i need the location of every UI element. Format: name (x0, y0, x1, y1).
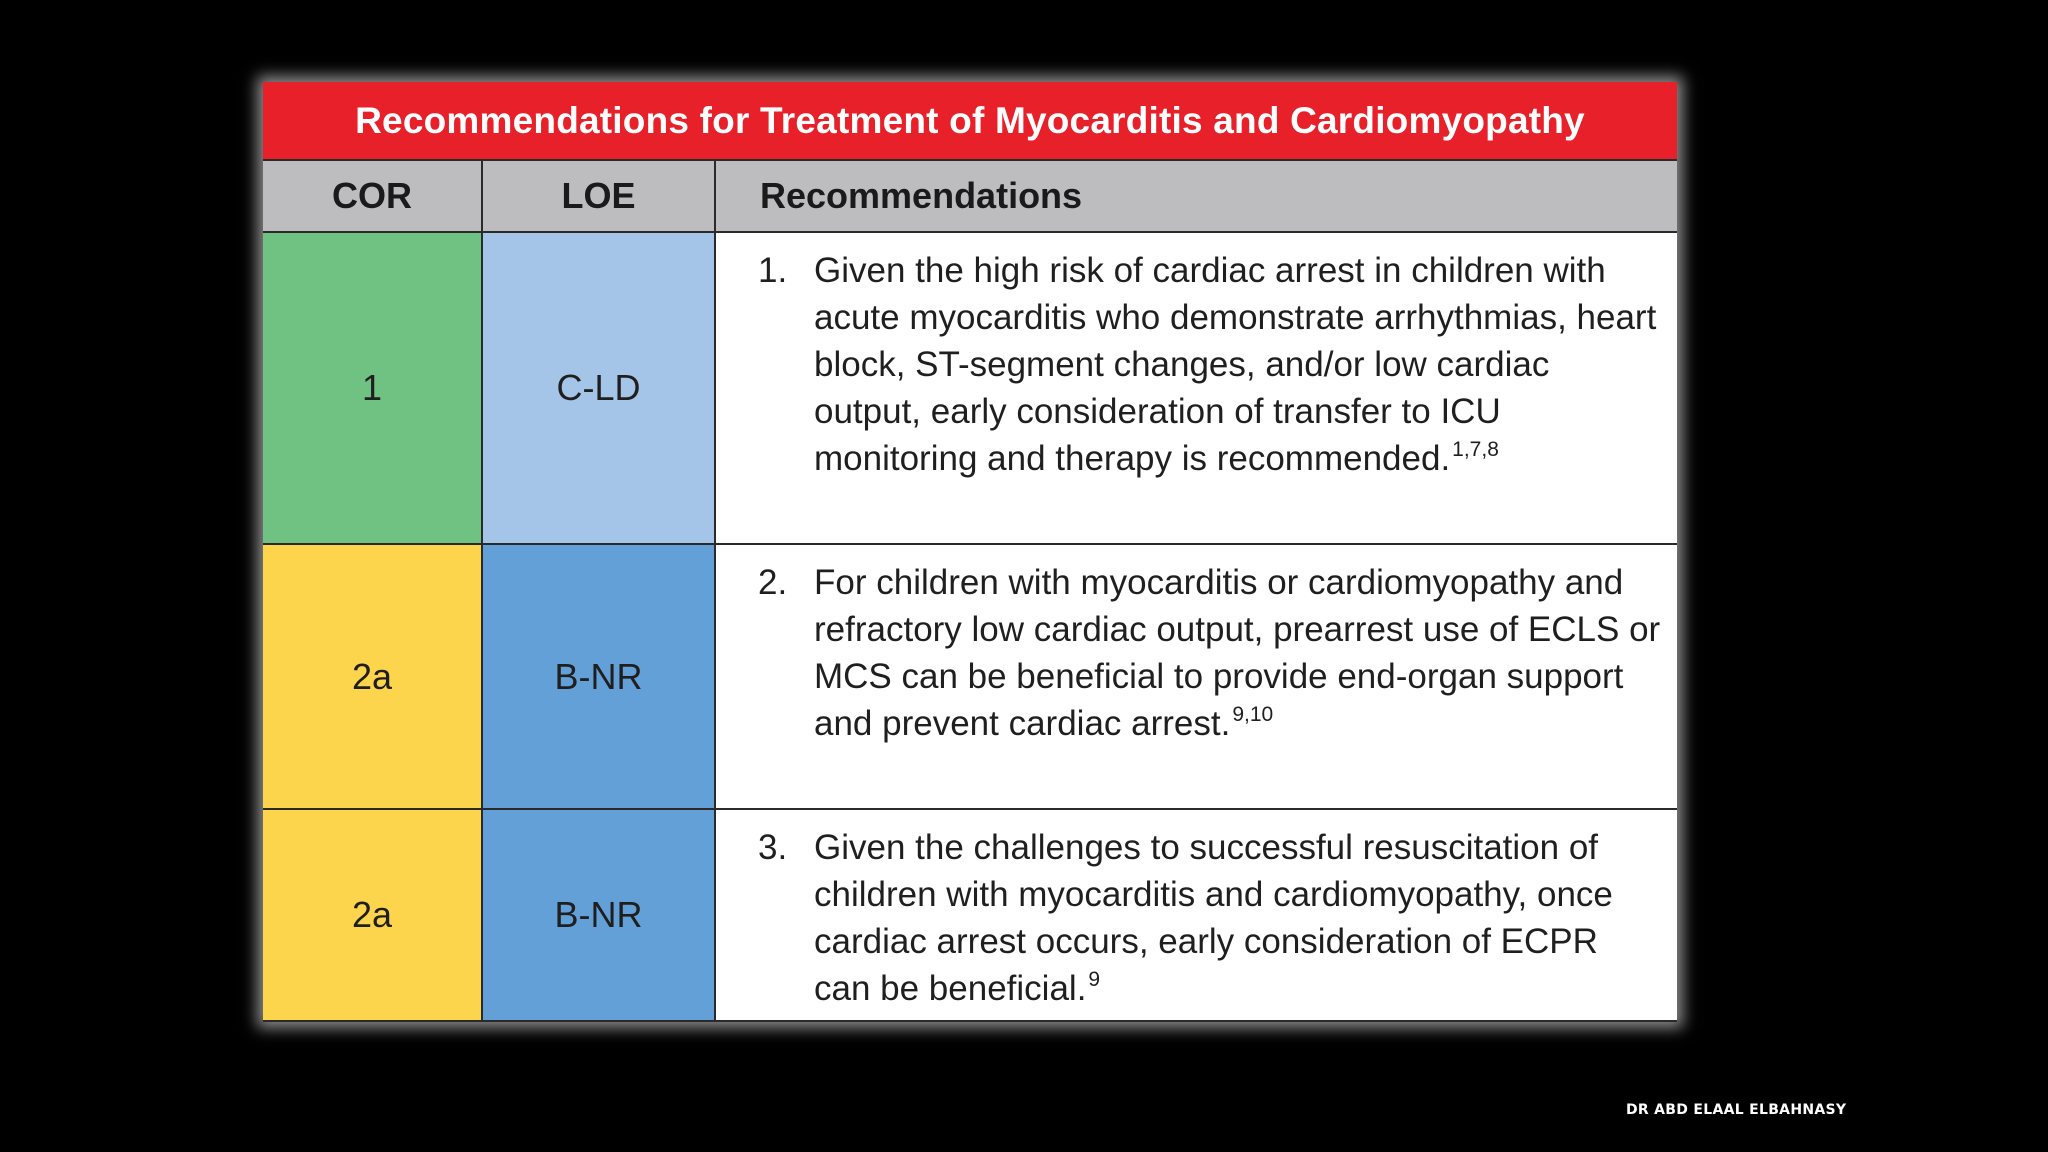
author-watermark: DR ABD ELAAL ELBAHNASY (1626, 1102, 1847, 1118)
recommendation-number: 1. (758, 251, 788, 290)
table-header-row (263, 159, 1677, 233)
cor-cell: 1 (263, 233, 483, 543)
loe-cell: B-NR (483, 545, 716, 808)
recommendation-cell (716, 233, 1677, 543)
recommendation-number: 3. (758, 828, 788, 867)
cor-cell: 2a (263, 810, 483, 1020)
header-loe: LOE (483, 161, 716, 231)
recommendation-number: 2. (758, 563, 788, 602)
recommendation-text (814, 559, 1664, 747)
reference-superscript: 9 (1088, 968, 1101, 991)
recommendation-text (814, 824, 1664, 1012)
recommendation-body: Given the high risk of cardiac arrest in children with acute myocarditis who demonstrate arrhythmias, heart block, ST-segment changes, and/or low cardiac output, early consideration of transfer to ICU monitoring and therapy is recommended. (814, 251, 1657, 478)
table-row (263, 545, 1677, 810)
recommendation-body: Given the challenges to successful resuscitation of children with myocarditis and cardiomyopathy, once cardiac arrest occurs, early consideration of ECPR can be beneficial. (814, 828, 1613, 1008)
loe-cell: C-LD (483, 233, 716, 543)
recommendation-cell (716, 810, 1677, 1020)
cor-cell: 2a (263, 545, 483, 808)
header-cor: COR (263, 161, 483, 231)
recommendation-cell (716, 545, 1677, 808)
header-recommendations: Recommendations (760, 175, 1083, 216)
reference-superscript: 9,10 (1232, 703, 1274, 726)
table-row (263, 810, 1677, 1022)
recommendation-body: For children with myocarditis or cardiomyopathy and refractory low cardiac output, prearrest use of ECLS or MCS can be beneficial to provide end-organ support and prevent cardiac arrest. (814, 563, 1661, 743)
table-title: Recommendations for Treatment of Myocarditis and Cardiomyopathy (263, 82, 1677, 159)
table-row (263, 233, 1677, 545)
recommendations-table (263, 82, 1677, 1022)
loe-cell: B-NR (483, 810, 716, 1020)
recommendation-text (814, 247, 1664, 482)
reference-superscript: 1,7,8 (1452, 438, 1499, 461)
